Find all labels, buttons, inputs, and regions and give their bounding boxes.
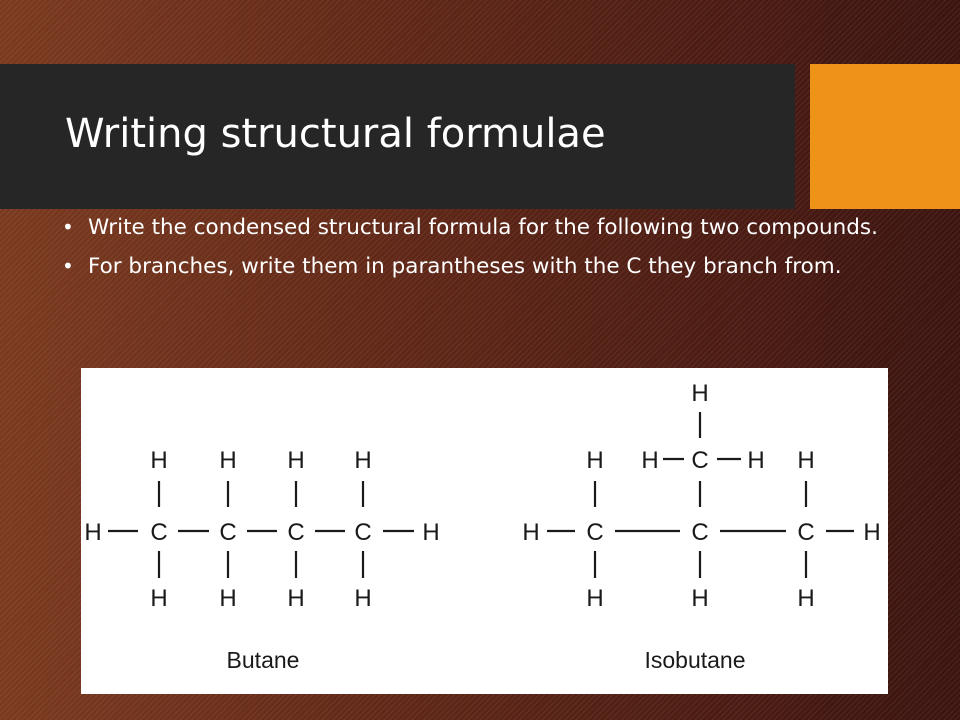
bullet-dot-icon: • — [62, 215, 74, 239]
isobutane-atom-h: H — [522, 519, 540, 546]
butane-atom-h: H — [422, 519, 440, 546]
isobutane-atom-h: H — [691, 380, 709, 407]
bullet-text: Write the condensed structural formula for the following two compounds. — [88, 215, 878, 240]
isobutane-label: Isobutane — [644, 647, 746, 673]
butane-atom-c: C — [287, 519, 305, 546]
butane-atom-h: H — [84, 519, 102, 546]
butane-atom-h: H — [354, 447, 372, 474]
isobutane-atom-h: H — [863, 519, 881, 546]
butane-atom-h: H — [219, 447, 237, 474]
butane-atom-c: C — [219, 519, 237, 546]
isobutane-atom-h: H — [797, 447, 815, 474]
isobutane-atom-h: H — [641, 447, 659, 474]
structural-formula-figure — [81, 368, 888, 694]
butane-atom-h: H — [150, 447, 168, 474]
isobutane-atom-c: C — [586, 519, 604, 546]
butane-atom-c: C — [150, 519, 168, 546]
isobutane-atom-c: C — [797, 519, 815, 546]
butane-atom-h: H — [354, 585, 372, 612]
butane-structure — [84, 447, 439, 673]
isobutane-atom-h: H — [797, 585, 815, 612]
accent-block — [810, 64, 960, 209]
butane-label: Butane — [226, 647, 300, 673]
butane-atom-h: H — [287, 585, 305, 612]
bullet-item — [60, 253, 902, 280]
butane-atom-h: H — [287, 447, 305, 474]
isobutane-atom-c: C — [691, 447, 709, 474]
isobutane-atom-h: H — [586, 447, 604, 474]
isobutane-atom-h: H — [586, 585, 604, 612]
isobutane-atom-h: H — [747, 447, 765, 474]
bullet-item — [60, 214, 902, 241]
bullet-dot-icon: • — [62, 254, 74, 278]
bullet-text: For branches, write them in parantheses with the C they branch from. — [88, 254, 842, 279]
structural-formula-diagram — [81, 368, 888, 694]
slide-title: Writing structural formulae — [65, 111, 606, 157]
butane-atom-h: H — [150, 585, 168, 612]
bullet-list — [60, 214, 902, 292]
isobutane-structure — [522, 380, 880, 673]
butane-atom-h: H — [219, 585, 237, 612]
isobutane-atom-h: H — [691, 585, 709, 612]
butane-atom-c: C — [354, 519, 372, 546]
isobutane-atom-c: C — [691, 519, 709, 546]
